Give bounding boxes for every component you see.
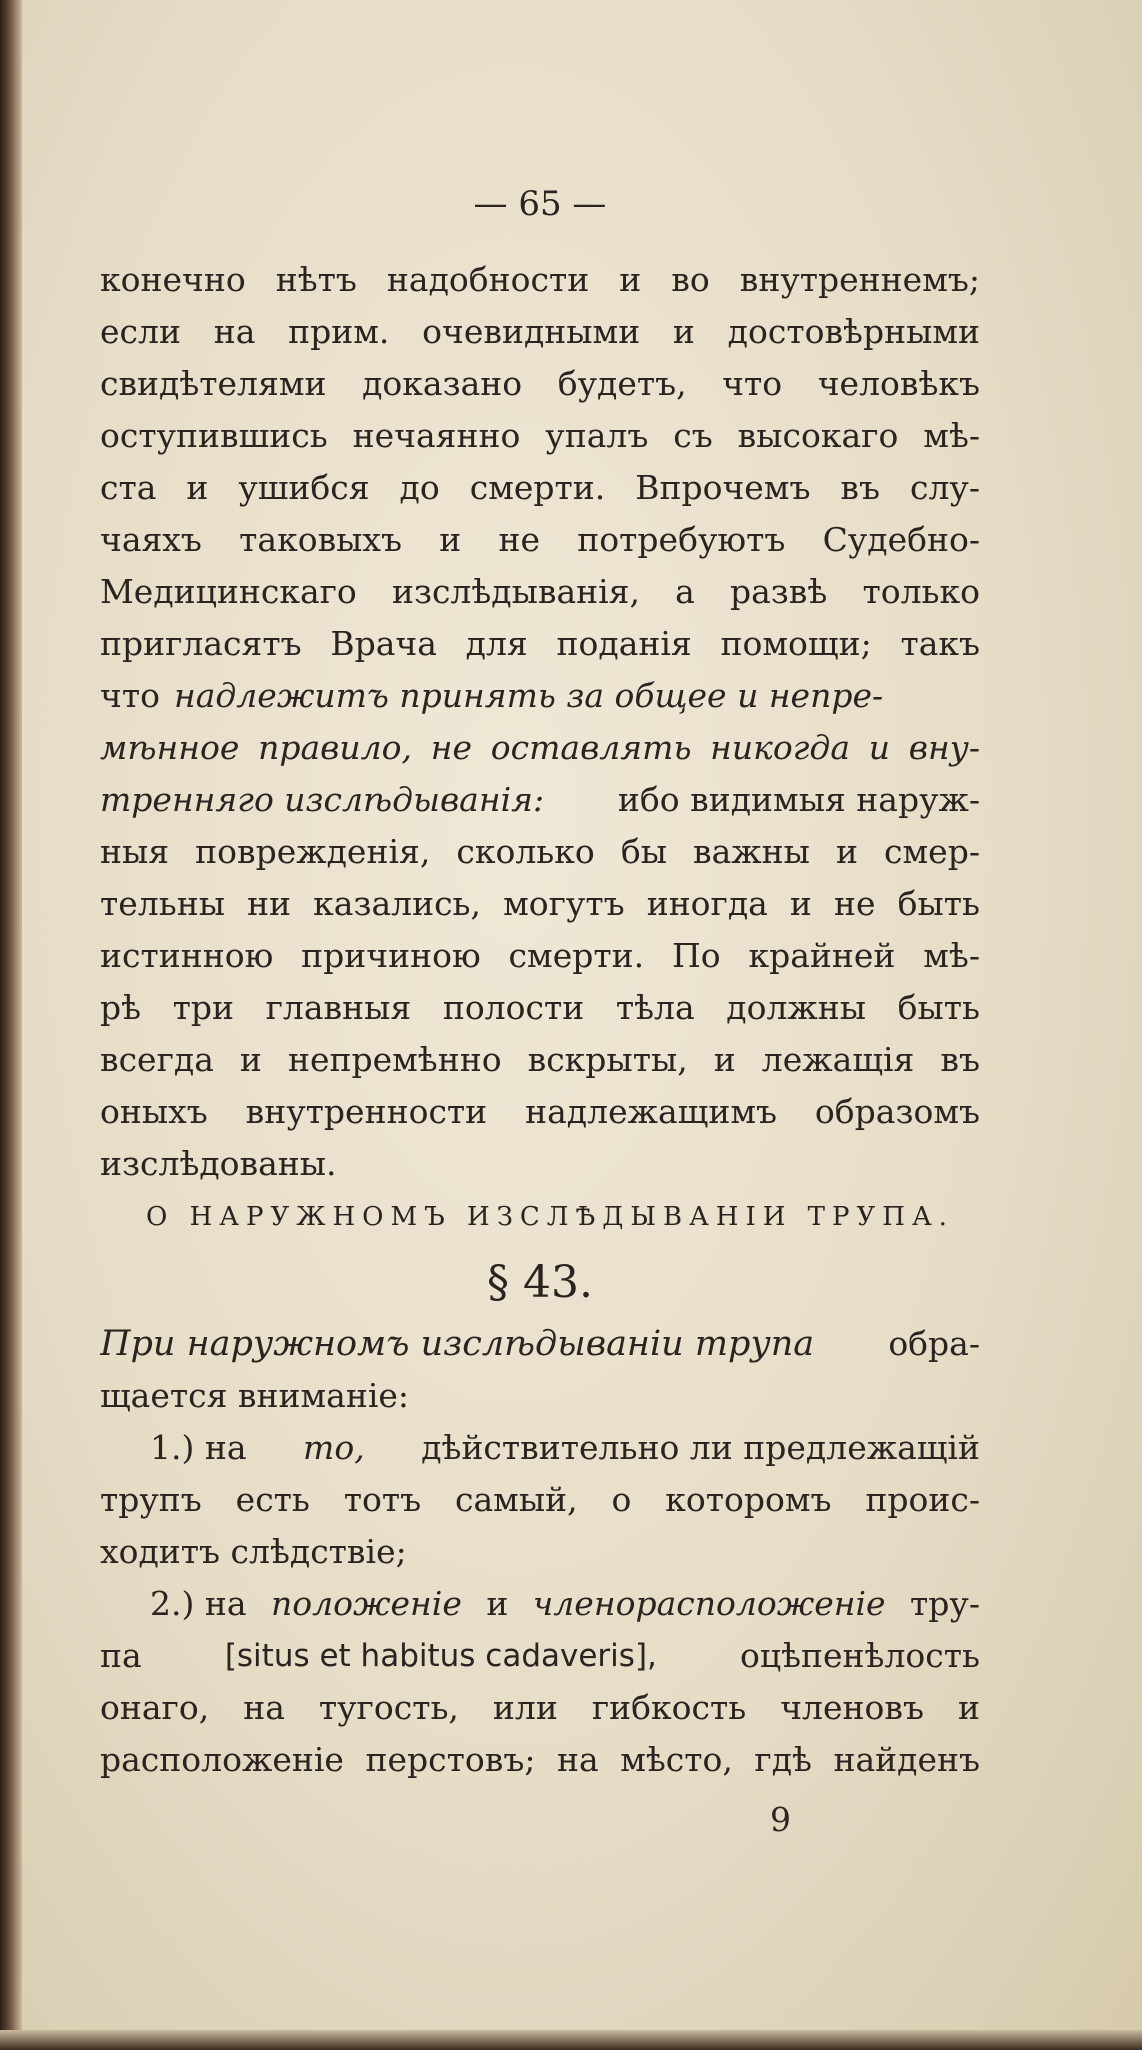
para2-line-1 xyxy=(100,1322,980,1366)
section-heading: О НАРУЖНОМЪ ИЗСЛѢДЫВАНІИ ТРУПА. xyxy=(146,1202,954,1232)
text-line-9 xyxy=(100,674,980,718)
text-line-10: мѣнное правило, не оставлять никогда и вну- xyxy=(100,728,980,767)
text-line-18: изслѣдованы. xyxy=(100,1144,337,1183)
item1-line-2: трупъ есть тотъ самый, о которомъ проис- xyxy=(100,1480,980,1519)
text-line-2: если на прим. очевидными и достовѣрными xyxy=(100,312,980,351)
line-11-rest: ибо видимыя наруж- xyxy=(617,780,980,819)
text-line-17: оныхъ внутренности надлежащимъ образомъ xyxy=(100,1092,980,1131)
book-spine xyxy=(0,0,22,2050)
item2-rest: тру- xyxy=(910,1584,980,1623)
page-number-header: — 65 — xyxy=(473,184,607,224)
item2-line-4: расположеніе перстовъ; на мѣсто, гдѣ найденъ xyxy=(100,1740,980,1779)
item2-italic-2: членорасположеніе xyxy=(532,1584,886,1623)
para2-line-2: щается вниманіе: xyxy=(100,1376,410,1415)
item2-line-2 xyxy=(100,1634,980,1678)
item1-italic: то, xyxy=(303,1428,365,1467)
text-line-13: тельны ни казались, могутъ иногда и не быть xyxy=(100,884,980,923)
italic-phrase-3: тренняго изслѣдыванія: xyxy=(100,780,545,819)
text-line-7: Медицинскаго изслѣдыванія, а развѣ только xyxy=(100,572,980,611)
item2-line-3: онаго, на тугость, или гибкость членовъ и xyxy=(100,1688,980,1727)
para2-rest: обра- xyxy=(888,1324,980,1363)
item1-pre: 1.) на xyxy=(150,1428,247,1467)
section-number: § 43. xyxy=(487,1257,593,1308)
text-line-3: свидѣтелями доказано будетъ, что человѣкъ xyxy=(100,364,980,403)
item2-mid: и xyxy=(486,1584,509,1623)
text-line-14: истинною причиною смерти. По крайней мѣ- xyxy=(100,936,980,975)
para2-italic: При наружномъ изслѣдываніи трупа xyxy=(100,1324,815,1364)
item1-line-3: ходитъ слѣдствіе; xyxy=(100,1532,407,1571)
text-line-12: ныя поврежденія, сколько бы важны и смер- xyxy=(100,832,980,871)
text-line-11 xyxy=(100,778,980,822)
text-line-5: ста и ушибся до смерти. Впрочемъ въ слу- xyxy=(100,468,980,507)
item2-l2-rest: оцѣпенѣлость xyxy=(740,1636,980,1675)
item2-pre: 2.) на xyxy=(150,1584,247,1623)
item2-l2-pre: па xyxy=(100,1636,142,1675)
line-9-lead: что xyxy=(100,676,160,715)
item1-line-1 xyxy=(150,1426,980,1470)
signature-mark: 9 xyxy=(770,1800,791,1839)
item2-line-1 xyxy=(150,1582,980,1626)
item1-rest: дѣйствительно ли предлежащій xyxy=(421,1428,980,1467)
text-line-16: всегда и непремѣнно вскрыты, и лежащія въ xyxy=(100,1040,980,1079)
page-bottom-edge xyxy=(0,2030,1142,2050)
italic-phrase-1: надлежитъ принять за общее и непре- xyxy=(173,676,884,715)
latin-term: [situs et habitus cadaveris], xyxy=(224,1638,657,1674)
text-line-1: конечно нѣтъ надобности и во внутреннемъ; xyxy=(100,260,980,299)
item2-italic-1: положеніе xyxy=(270,1584,462,1623)
text-line-15: рѣ три главныя полости тѣла должны быть xyxy=(100,988,980,1027)
text-line-6: чаяхъ таковыхъ и не потребуютъ Судебно- xyxy=(100,520,980,559)
text-line-8: пригласятъ Врача для поданія помощи; такъ xyxy=(100,624,980,663)
text-line-4: оступившись нечаянно упалъ съ высокаго мѣ- xyxy=(100,416,980,455)
